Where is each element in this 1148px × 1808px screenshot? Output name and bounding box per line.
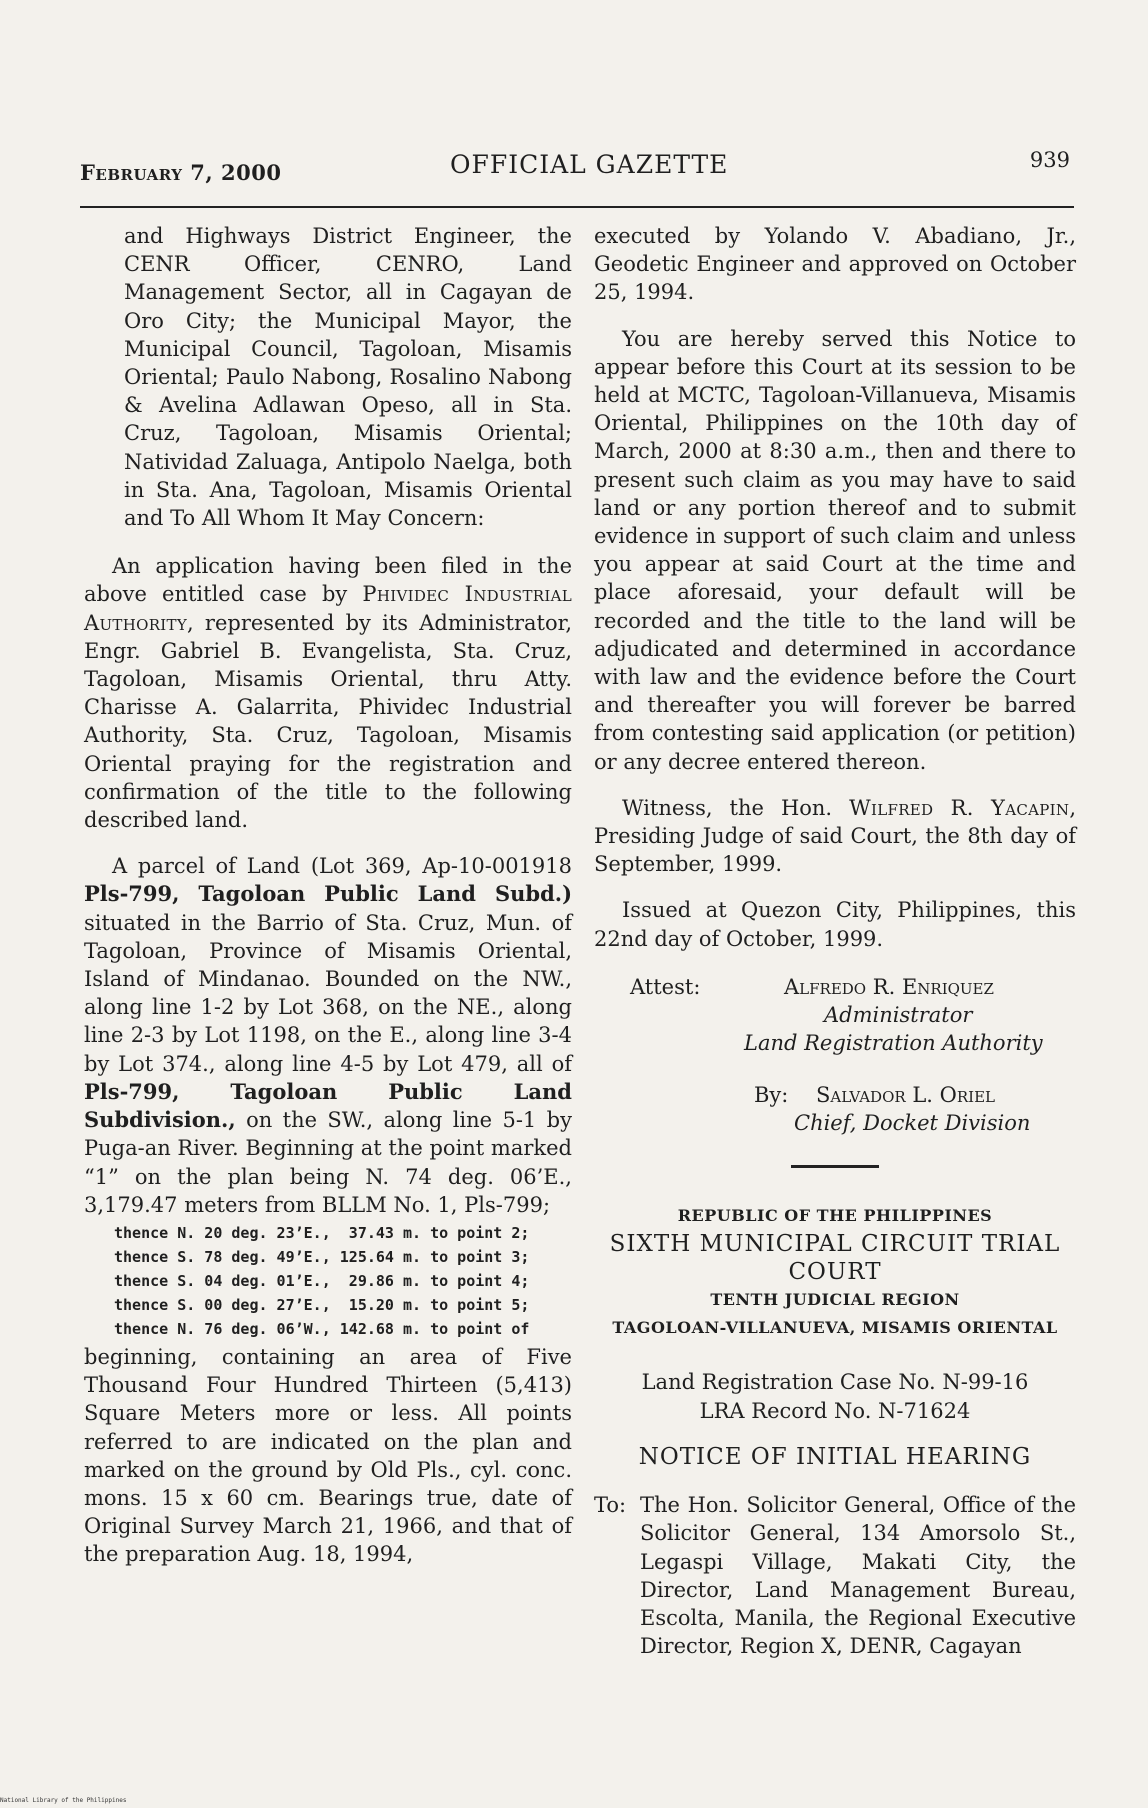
lra-record-number: LRA Record No. N-71624 [699,1398,971,1423]
parcel-subdivision-2: Pls-799, Tagoloan Public Land Subdivision., [84,1078,572,1133]
right-column [594,222,1076,1660]
by-label: By: [754,1082,789,1107]
witness-text-2: , Presiding Judge of said Court, the 8th day of September, 1999. [594,795,1076,877]
issue-date: February 7, 2000 [80,160,282,185]
to-paragraph [594,1491,1076,1660]
judge-name: Wilfred R. Yacapin [849,795,1070,820]
attestation-block [594,973,1076,1163]
witness-text-1: Witness, the Hon. [622,795,833,820]
by-title: Chief, Docket Division [794,1110,1031,1135]
attest-org: Land Registration Authority [744,1030,1043,1055]
addressees-paragraph: and Highways District Engineer, the CENR Officer, CENRO, Land Management Sector, all in Cagayan de Oro City; the Municipal Mayor, the Municipal Council, Tagoloan, Misamis Oriental; Paulo Nabong, Rosalino Nabong & Avelina Adlawan Opeso, all in Sta. Cruz, Tagoloan, Misamis Oriental; Natividad Zaluaga, Antipolo Naelga, both in Sta. Ana, Tagoloan, Misamis Oriental and To All Whom It May Concern: [124,224,572,531]
place-heading: TAGOLOAN-VILLANUEVA, MISAMIS ORIENTAL [612,1318,1058,1338]
republic-heading: REPUBLIC OF THE PHILIPPINES [677,1205,993,1225]
left-column [84,222,572,1569]
to-label: To: [594,1493,627,1518]
attest-label: Attest: [630,974,701,999]
page-header [80,148,1070,188]
bearings-list [84,1221,572,1341]
issued-paragraph: Issued at Quezon City, Philippines, this 22nd day of October, 1999. [594,898,1076,951]
application-text-1: An application having been filed in the above entitled case by [84,554,572,607]
notice-title: NOTICE OF INITIAL HEARING [638,1443,1032,1470]
bearing-line: thence S. 04 deg. 01’E., 29.86 m. to point 4; [114,1271,530,1290]
header-rule [80,206,1074,208]
scan-footer: National Library of the Philippines [0,1797,127,1804]
section-divider [791,1165,879,1168]
closing-paragraph: beginning, containing an area of Five Thousand Four Hundred Thirteen (5,413) Square Meters more or less. All points referred to are indicated on the plan and marked on the ground by Old Pls., cyl. conc. mons. 15 x 60 cm. Bearings true, date of Original Survey March 21, 1966, and that of the preparation Aug. 18, 1994, [84,1344,572,1567]
bearing-line: thence S. 78 deg. 49’E., 125.64 m. to point 3; [114,1247,530,1266]
attest-title: Administrator [824,1002,973,1027]
parcel-text-2: situated in the Barrio of Sta. Cruz, Mun. of Tagoloan, Province of Misamis Oriental, Island of Mindanao. Bounded on the NW., along line 1-2 by Lot 368, on the NE., along line 2-3 by Lot 1198, on the E., along line 3-4 by Lot 374., along line 4-5 by Lot 479, all of [84,910,572,1076]
served-paragraph: You are hereby served this Notice to appear before this Court at its session to be held at MCTC, Tagoloan-Villanueva, Misamis Oriental, Philippines on the 10th day of March, 2000 at 8:30 a.m., then and there to present such claim as you may have to said land or any portion thereof and to submit evidence in support of such claim and unless you appear at said Court at the time and place aforesaid, your default will be recorded and the title to the land will be adjudicated and determined in accordance with law and the evidence before the Court and thereafter you will forever be barred from contesting said application (or petition) or any decree entered thereon. [594,326,1076,774]
page-number: 939 [1029,148,1070,172]
attest-name: Alfredo R. Enriquez [784,974,994,999]
bearing-line: thence S. 00 deg. 27’E., 15.20 m. to point 5; [114,1295,530,1314]
publication-title: OFFICIAL GAZETTE [450,150,729,179]
court-heading: SIXTH MUNICIPAL CIRCUIT TRIAL COURT [609,1231,1061,1286]
executed-paragraph: executed by Yolando V. Abadiano, Jr., Geodetic Engineer and approved on October 25, 1994. [594,224,1076,305]
parcel-text-1: A parcel of Land (Lot 369, Ap-10-001918 [112,854,572,879]
parcel-text-3: on the SW., along line 5-1 by Puga-an River. Beginning at the point marked “1” on the plan being N. 74 deg. 06’E., 3,179.47 meters from BLLM No. 1, Pls-799; [84,1108,572,1217]
application-paragraph [84,552,572,834]
by-name: Salvador L. Oriel [816,1082,995,1107]
witness-paragraph [594,794,1076,879]
parcel-subdivision: Pls-799, Tagoloan Public Land Subd.) [84,881,572,907]
region-heading: TENTH JUDICIAL REGION [710,1290,960,1310]
applicant-name: Phividec Industrial Authority [84,582,572,635]
parcel-paragraph [84,852,572,1219]
to-body: The Hon. Solicitor General, Office of the Solicitor General, 134 Amorsolo St., Legaspi Village, Makati City, the Director, Land Management Bureau, Escolta, Manila, the Regional Executive Director, Region X, DENR, Cagayan [640,1493,1076,1659]
bearing-line: thence N. 20 deg. 23’E., 37.43 m. to point 2; [114,1223,530,1242]
case-number: Land Registration Case No. N-99-16 [641,1370,1029,1395]
bearing-line: thence N. 76 deg. 06’W., 142.68 m. to point of [114,1319,530,1338]
application-text-2: , represented by its Administrator, Engr. Gabriel B. Evangelista, Sta. Cruz, Tagoloan, Misamis Oriental, thru Atty. Charisse A. Galarrita, Phividec Industrial Authority, Sta. Cruz, Tagoloan, Misamis Oriental praying for the registration and confirmation of the title to the following described land. [84,610,572,833]
